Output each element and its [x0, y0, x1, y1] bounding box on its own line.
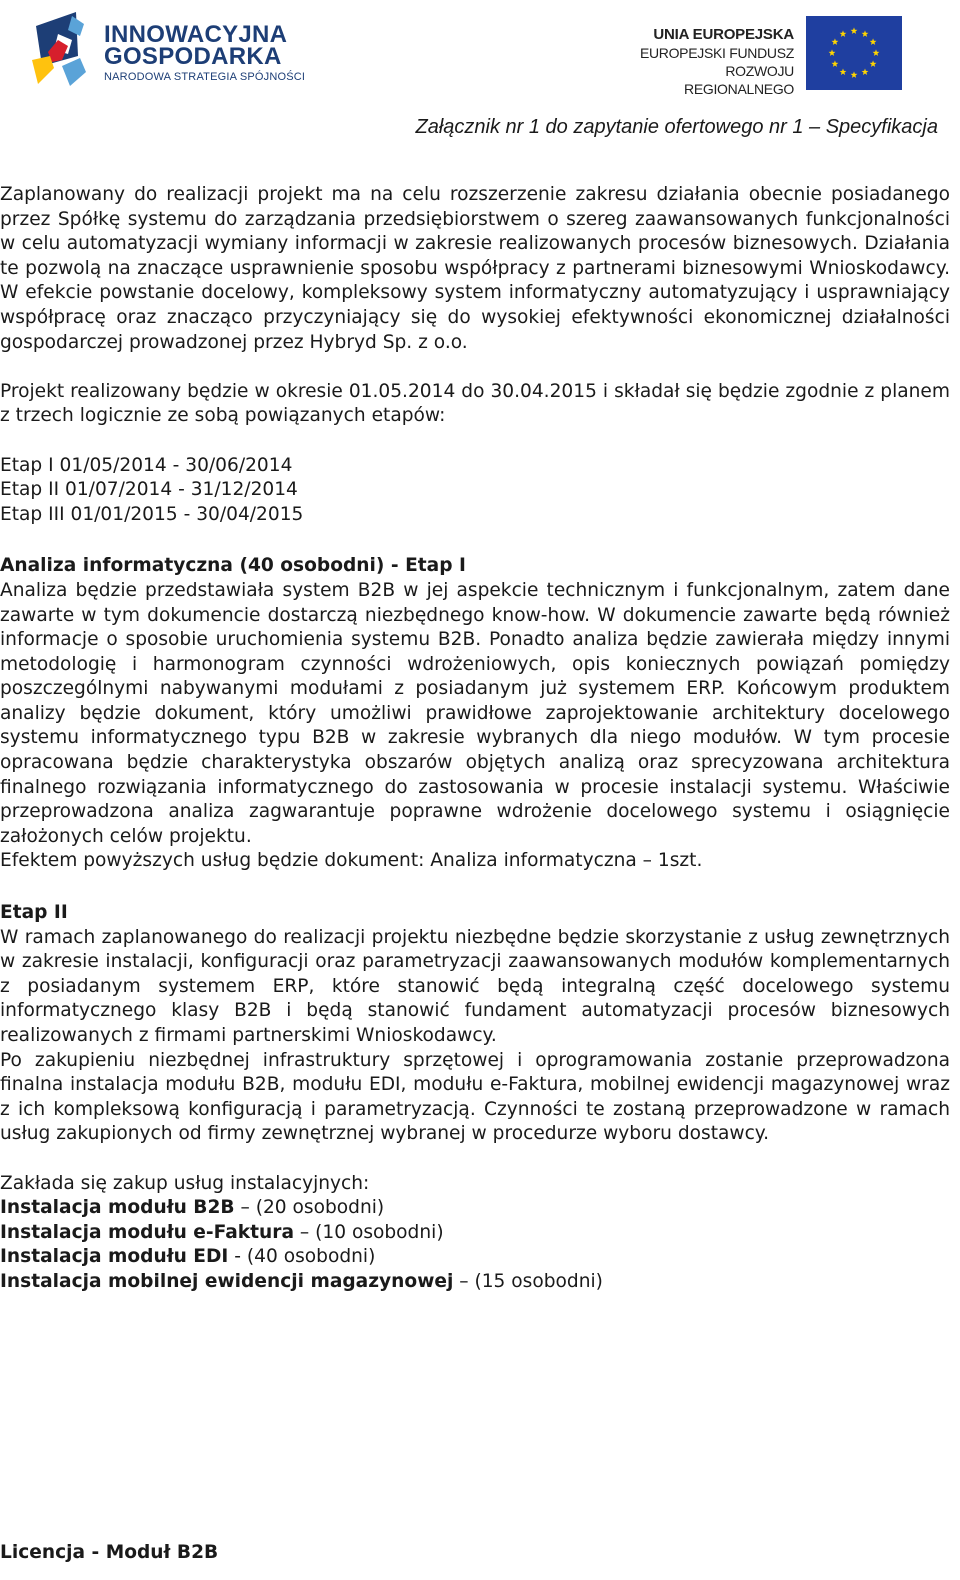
ue-title: UNIA EUROPEJSKA — [653, 26, 794, 43]
stage2-heading: Etap II — [0, 902, 68, 924]
stage2-paragraph1: W ramach zaplanowanego do realizacji projektu niezbędne będzie skorzystanie z usług zewnętrznych w zakresie instalacji, konfiguracji oraz parametryzacji zaawansowanych modułów komplementarnych z posiadanym systemem ERP, które stanowić będą integralną część docelowego systemu informatycznego klasy B2B i będą stanowić fundament automatyzacji procesów biznesowych realizowanych z firmami partnerskimi Wnioskodawcy. — [0, 926, 950, 1046]
annex-title: Załącznik nr 1 do zapytanie ofertowego nr 1 – Specyfikacja — [415, 116, 938, 138]
service-detail: – (15 osobodni) — [453, 1270, 603, 1292]
licence-heading: Licencja - Moduł B2B — [0, 1542, 219, 1563]
service-item — [0, 1245, 950, 1270]
service-detail: – (20 osobodni) — [234, 1197, 385, 1219]
stage2-paragraph2: Po zakupieniu niezbędnej infrastruktury sprzętowej i oprogramowania zostanie przeprowadzona finalna instalacja modułu B2B, modułu EDI, modułu e-Faktura, mobilnej ewidencji magazynowej wraz z ich kompleksową konfiguracją i parametryzacją. Czynności te zostaną przeprowadzone w ramach usług zakupionych od firmy zewnętrznej wybranej w procedurze wyboru dostawcy. — [0, 1049, 950, 1145]
stage-date-1: Etap I 01/05/2014 - 30/06/2014 — [0, 454, 293, 476]
ue-fund-line2: ROZWOJU REGIONALNEGO — [684, 63, 794, 97]
service-name: Instalacja modułu EDI — [0, 1246, 229, 1268]
service-detail: – (10 osobodni) — [294, 1221, 444, 1243]
eu-flag-icon — [806, 16, 902, 90]
logo-title-line1: INNOWACYJNA — [104, 21, 288, 48]
ue-fund-line1: EUROPEJSKI FUNDUSZ — [639, 45, 794, 61]
stage1-paragraph: Analiza będzie przedstawiała system B2B w jej aspekcie technicznym i funkcjonalnym, zatem dane zawarte w tym dokumencie dostarczą niezbędnego know-how. W dokumencie zawarte będą również informacje o sposobie uruchomienia systemu B2B. Ponadto analiza będzie zawierała między innymi metodologię i harmonogram czynności wdrożeniowych, opis koniecznych powiązań pomiędzy poszczególnymi nabywanymi modułami z posiadanym już systemem ERP. Końcowym produktem analizy będzie dokument, który umożliwi prawidłowe zaprojektowanie architektury docelowego systemu informatycznego typu B2B w zakresie wybranych dla niego modułów. W tym procesie opracowana będzie charakterystyka obszarów objętych analizą oraz sprecyzowana architektura finalnego rozwiązania informatycznego do zastosowania w procesie instalacji systemu. Właściwie przeprowadzona analiza zagwarantuje poprawne wdrożenie docelowego systemu i osiągnięcie założonych celów projektu. — [0, 579, 950, 847]
services-intro: Zakłada się zakup usług instalacyjnych: — [0, 1172, 370, 1194]
stage-date-3: Etap III 01/01/2015 - 30/04/2015 — [0, 503, 304, 525]
project-period: Projekt realizowany będzie w okresie 01.05.2014 do 30.04.2015 i składał się będzie zgodnie z planem z trzech logicznie ze sobą powiązanych etapów: — [0, 380, 950, 427]
logo-title-line2: GOSPODARKA — [104, 43, 282, 70]
service-name: Instalacja mobilnej ewidencji magazynowej — [0, 1270, 454, 1292]
document-body — [0, 183, 950, 1295]
service-item — [0, 1270, 950, 1295]
service-name: Instalacja modułu B2B — [0, 1197, 235, 1219]
service-detail: - (40 osobodni) — [228, 1246, 376, 1268]
intro-paragraph: Zaplanowany do realizacji projekt ma na celu rozszerzenie zakresu działania obecnie posiadanego przez Spółkę systemu do zarządzania przedsiębiorstwem o szereg zaawansowanych funkcjonalności w celu automatyzacji wymiany informacji w zakresie realizowanych procesów biznesowych. Działania te pozwolą na znaczące usprawnienie sposobu współpracy z partnerami biznesowymi Wnioskodawcy. W efekcie powstanie docelowy, kompleksowy system informatyczny automatyzujący i usprawniający współpracę oraz znacząco przyczyniający się do wysokiej efektywności ekonomicznej działalności gospodarczej prowadzonej przez Hybryd Sp. z o.o. — [0, 184, 950, 353]
stage-date-2: Etap II 01/07/2014 - 31/12/2014 — [0, 479, 298, 501]
stage1-heading: Analiza informatyczna (40 osobodni) - Etap I — [0, 555, 466, 577]
logo-subtitle: NARODOWA STRATEGIA SPÓJNOŚCI — [104, 71, 306, 83]
stage1-effect: Efektem powyższych usług będzie dokument: Analiza informatyczna – 1szt. — [0, 850, 703, 872]
service-item — [0, 1221, 950, 1246]
service-item — [0, 1196, 950, 1221]
innowacyjna-gospodarka-logo — [28, 6, 318, 90]
unia-europejska-logo — [630, 16, 902, 97]
service-name: Instalacja modułu e-Faktura — [0, 1221, 294, 1243]
star-emblem-icon — [28, 6, 104, 90]
